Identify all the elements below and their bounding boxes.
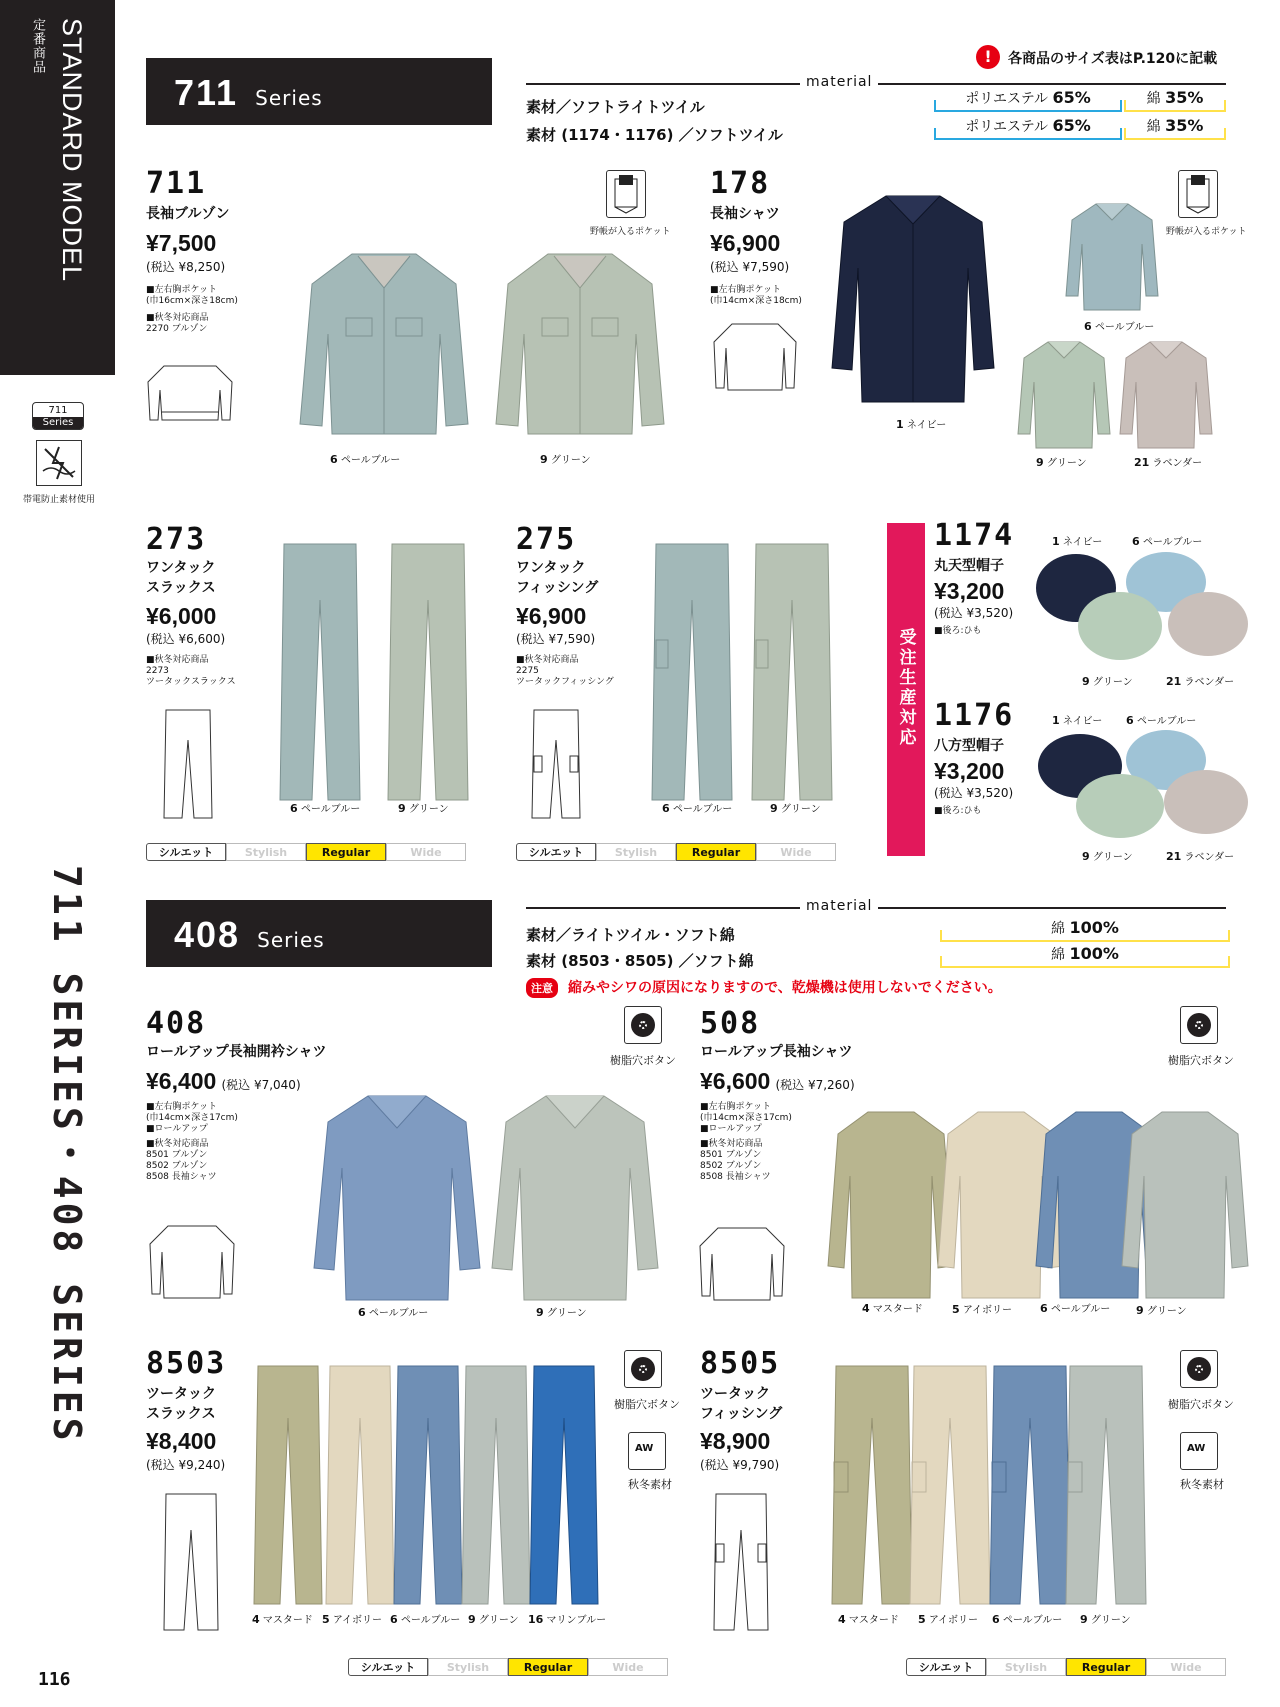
product-508-back-sketch (696, 1222, 788, 1304)
poly-label-2: ポリエステル (965, 119, 1048, 135)
silhouette-regular: Regular (508, 1658, 588, 1676)
color-name: グリーン (1092, 677, 1133, 688)
note-line: (巾16cm×深さ18cm) (146, 296, 238, 306)
color-name: ネイビー (906, 420, 947, 431)
material-line-1: 素材／ソフトライトツイル (526, 98, 705, 116)
cotton-pct: 100% (1069, 944, 1119, 963)
silhouette-label: シルエット (516, 843, 596, 861)
name-line: ツータック (700, 1386, 770, 1402)
series-408-word: Series (257, 928, 325, 952)
slacks-8503-paleblue (392, 1362, 464, 1608)
note-line: ■秋冬対応商品 (516, 655, 579, 665)
color-num: 9 (1082, 850, 1090, 863)
silhouette-label: シルエット (348, 1658, 428, 1676)
color-num: 9 (536, 1306, 544, 1319)
slacks-8503-green (460, 1362, 532, 1608)
silhouette-bar-8503 (348, 1658, 668, 1678)
product-711-tax: (税込 ¥8,250) (146, 260, 226, 274)
side-series-badge (32, 402, 84, 430)
color-name: ラベンダー (1152, 458, 1203, 469)
note-line: 8502 ブルゾン (700, 1161, 762, 1171)
cotton-pct-1: 35% (1165, 88, 1204, 107)
note-line: 8501 ブルゾン (146, 1150, 208, 1160)
color-name: ネイビー (1062, 716, 1103, 727)
color-num: 6 (662, 802, 670, 815)
material-408-line-1: 素材／ライトツイル・ソフト綿 (526, 926, 735, 944)
color-num: 9 (1080, 1613, 1088, 1626)
antistatic-icon (36, 440, 82, 486)
product-1176-name: 八方型帽子 (934, 738, 1004, 754)
product-178-notes (710, 285, 802, 307)
silhouette-label: シルエット (146, 843, 226, 861)
color-num: 6 (358, 1306, 366, 1319)
color-name: グリーン (478, 1615, 519, 1626)
color-num: 4 (862, 1302, 870, 1315)
product-178-back-sketch (710, 318, 800, 394)
product-508-color-3 (1040, 1300, 1110, 1315)
silhouette-bar-273 (146, 843, 466, 863)
caps-1176 (1030, 726, 1270, 844)
note-line: ツータックスラックス (146, 677, 236, 687)
color-name: ペールブルー (1094, 322, 1155, 333)
note-line: (巾14cm×深さ17cm) (700, 1113, 792, 1123)
fishing-8505-paleblue (988, 1362, 1072, 1608)
product-8503-tax: (税込 ¥9,240) (146, 1458, 226, 1472)
product-711-name: 長袖ブルゾン (146, 206, 230, 222)
material-408-line-2: 素材 (8503・8505) ／ソフト綿 (526, 952, 754, 970)
product-1174-color-2 (1132, 533, 1202, 548)
note-line: 8508 長袖シャツ (146, 1172, 217, 1182)
color-num: 4 (252, 1613, 260, 1626)
color-name: グリーン (1046, 458, 1087, 469)
color-name: グリーン (1092, 852, 1133, 863)
slacks-8503-mustard (252, 1362, 324, 1608)
aw-text: AW (1187, 1443, 1206, 1454)
product-408-number: 408 (146, 1006, 207, 1041)
silhouette-regular: Regular (1066, 1658, 1146, 1676)
color-name: ペールブルー (1136, 716, 1197, 727)
product-711-notes (146, 285, 238, 335)
note-line: ■秋冬対応商品 (146, 313, 209, 323)
color-num: 9 (1082, 675, 1090, 688)
note-line: ■左右胸ポケット (146, 285, 218, 295)
product-1174-tax: (税込 ¥3,520) (934, 606, 1014, 620)
product-408-back-sketch (146, 1220, 238, 1302)
color-num: 9 (540, 453, 548, 466)
silhouette-wide: Wide (756, 843, 836, 861)
shirt-508-green (1120, 1106, 1250, 1302)
poly-label-1: ポリエステル (965, 91, 1048, 107)
product-8503-color-3 (390, 1611, 460, 1626)
color-name: マリンブルー (546, 1615, 607, 1626)
silhouette-label: シルエット (906, 1658, 986, 1676)
resin-button-label-508: 樹脂穴ボタン (1168, 1054, 1234, 1067)
note-line: ツータックフィッシング (516, 677, 614, 687)
fishing-8505-green (1064, 1362, 1148, 1608)
product-508-color-4 (1136, 1302, 1187, 1317)
product-711-price: ¥7,500 (146, 230, 217, 256)
product-178-color-1 (896, 416, 946, 431)
product-275-color-2 (770, 800, 821, 815)
product-275-tax: (税込 ¥7,590) (516, 632, 596, 646)
product-1176-price: ¥3,200 (934, 758, 1005, 784)
name-line: フィッシング (516, 580, 599, 596)
note-line: ■左右胸ポケット (146, 1102, 218, 1112)
resin-button-icon-8505 (1180, 1350, 1218, 1388)
product-508-color-2 (952, 1301, 1012, 1316)
made-to-order-text: 受注生産対応 (895, 628, 916, 748)
autumn-winter-label: 秋冬素材 (628, 1478, 672, 1491)
product-8503-color-2 (322, 1611, 382, 1626)
color-name: ペールブルー (1050, 1304, 1111, 1315)
product-275-price: ¥6,900 (516, 603, 587, 629)
color-num: 5 (322, 1613, 330, 1626)
product-508-number: 508 (700, 1006, 761, 1041)
product-1176-number: 1176 (934, 698, 1015, 733)
color-name: アイボリー (962, 1305, 1012, 1316)
product-711-number: 711 (146, 166, 207, 201)
product-178-color-3 (1036, 454, 1087, 469)
color-name: マスタード (262, 1615, 313, 1626)
exclamation-icon: ! (976, 45, 1000, 69)
notebook-pocket-label-2: 野帳が入るポケット (1166, 227, 1247, 237)
color-num: 5 (952, 1303, 960, 1316)
cotton-label-1: 綿 (1146, 91, 1161, 107)
material-line-2: 素材 (1174・1176) ／ソフトツイル (526, 126, 783, 144)
color-name: ペールブルー (368, 1308, 429, 1319)
product-178-color-2 (1084, 318, 1154, 333)
notebook-pocket-icon (606, 170, 646, 218)
product-508-name: ロールアップ長袖シャツ (700, 1044, 853, 1060)
product-8505-name (700, 1384, 782, 1424)
product-508-color-1 (862, 1300, 923, 1315)
product-508-tax: (税込 ¥7,260) (775, 1078, 855, 1092)
color-num: 9 (398, 802, 406, 815)
notebook-pocket-label: 野帳が入るポケット (590, 227, 671, 237)
color-num: 9 (1036, 456, 1044, 469)
product-275-color-1 (662, 800, 732, 815)
color-num: 21 (1166, 675, 1182, 688)
cotton-label-2: 綿 (1146, 119, 1161, 135)
cotton-bar-408-2 (940, 944, 1230, 968)
product-1176-color-4 (1166, 848, 1234, 863)
size-table-notice: 各商品のサイズ表はP.120に記載 (1008, 51, 1218, 67)
material-label: material (800, 74, 878, 90)
color-name: マスタード (872, 1304, 923, 1315)
side-series-word: Series (33, 417, 83, 429)
product-1176-note: ■後ろ:ひも (934, 806, 982, 816)
product-273-notes (146, 655, 236, 688)
fishing-paleblue (648, 540, 736, 804)
product-508-price: ¥6,600 (700, 1068, 771, 1094)
silhouette-stylish: Stylish (986, 1658, 1066, 1676)
note-line: (巾14cm×深さ18cm) (710, 296, 802, 306)
color-name: グリーン (550, 455, 591, 466)
product-1176-color-3 (1082, 848, 1133, 863)
color-num: 5 (918, 1613, 926, 1626)
series-711-word: Series (255, 86, 323, 110)
product-8505-number: 8505 (700, 1346, 781, 1381)
note-line: ■ロールアップ (700, 1124, 762, 1134)
color-name: マスタード (848, 1615, 899, 1626)
name-line: ワンタック (146, 560, 216, 576)
silhouette-wide: Wide (588, 1658, 668, 1676)
product-178-price: ¥6,900 (710, 230, 781, 256)
product-8503-color-5 (528, 1611, 606, 1626)
product-408-name: ロールアップ長袖開衿シャツ (146, 1044, 327, 1060)
color-num: 6 (390, 1613, 398, 1626)
warning-text: 縮みやシワの原因になりますので、乾燥機は使用しないでください。 (568, 980, 1002, 996)
product-1176-tax: (税込 ¥3,520) (934, 786, 1014, 800)
color-num: 9 (468, 1613, 476, 1626)
vertical-series-title: 711 SERIES・408 SERIES (45, 865, 89, 1445)
silhouette-stylish: Stylish (226, 843, 306, 861)
standard-model-label: STANDARD MODEL (57, 18, 87, 283)
color-num: 1 (896, 418, 904, 431)
material-label-408: material (800, 898, 878, 914)
product-1174-note: ■後ろ:ひも (934, 626, 982, 636)
name-line: フィッシング (700, 1406, 783, 1422)
product-178-tax: (税込 ¥7,590) (710, 260, 790, 274)
silhouette-regular: Regular (306, 843, 386, 861)
product-408-color-1 (358, 1304, 428, 1319)
antistatic-label: 帯電防止素材使用 (22, 495, 95, 505)
color-name: グリーン (1146, 1306, 1187, 1317)
name-line: ワンタック (516, 560, 586, 576)
resin-button-label-8505: 樹脂穴ボタン (1168, 1398, 1234, 1411)
product-273-tax: (税込 ¥6,600) (146, 632, 226, 646)
autumn-winter-icon (628, 1432, 666, 1470)
color-num: 6 (1040, 1302, 1048, 1315)
product-8503-color-4 (468, 1611, 519, 1626)
silhouette-stylish: Stylish (596, 843, 676, 861)
product-1176-color-1 (1052, 712, 1102, 727)
made-to-order-band (887, 523, 925, 856)
slacks-paleblue (276, 540, 364, 804)
cotton-pct-2: 35% (1165, 116, 1204, 135)
product-711-back-sketch (144, 360, 236, 428)
color-num: 6 (1126, 714, 1134, 727)
product-1176-color-2 (1126, 712, 1196, 727)
aw-text: AW (635, 1443, 654, 1454)
note-line: ■左右胸ポケット (700, 1102, 772, 1112)
silhouette-stylish: Stylish (428, 1658, 508, 1676)
resin-button-icon-8503 (624, 1350, 662, 1388)
shirt-green (1016, 338, 1112, 450)
product-273-price: ¥6,000 (146, 603, 217, 629)
slacks-8503-ivory (324, 1362, 396, 1608)
note-line: 2273 (146, 666, 169, 676)
shirt-lavender (1118, 338, 1214, 450)
note-line: 2275 (516, 666, 539, 676)
note-line: (巾14cm×深さ17cm) (146, 1113, 238, 1123)
product-1174-color-1 (1052, 533, 1102, 548)
product-8503-price: ¥8,400 (146, 1428, 217, 1454)
color-num: 9 (770, 802, 778, 815)
note-line: ■秋冬対応商品 (146, 655, 209, 665)
color-num: 6 (290, 802, 298, 815)
product-275-back-sketch (528, 706, 584, 820)
resin-button-icon (624, 1006, 662, 1044)
product-711-color-2 (540, 451, 591, 466)
fishing-8505-ivory (908, 1362, 992, 1608)
color-name: グリーン (546, 1308, 587, 1319)
warning-badge: 注意 (526, 978, 558, 998)
note-line: 8508 長袖シャツ (700, 1172, 771, 1182)
product-178-color-4 (1134, 454, 1202, 469)
jacket-paleblue (296, 244, 472, 444)
product-275-name (516, 558, 598, 598)
color-name: グリーン (1090, 1615, 1131, 1626)
product-8503-name (146, 1384, 216, 1424)
poly-pct-1: 65% (1052, 88, 1091, 107)
product-1174-name: 丸天型帽子 (934, 558, 1004, 574)
product-8505-color-3 (992, 1611, 1062, 1626)
notebook-pocket-icon-2 (1178, 170, 1218, 218)
caps-1174 (1030, 548, 1270, 666)
color-name: ペールブルー (300, 804, 361, 815)
color-name: ラベンダー (1184, 677, 1235, 688)
product-1174-number: 1174 (934, 518, 1015, 553)
shirt-navy (828, 188, 998, 408)
product-275-notes (516, 655, 614, 688)
color-name: アイボリー (332, 1615, 382, 1626)
resin-button-icon-508 (1180, 1006, 1218, 1044)
product-8505-color-4 (1080, 1611, 1131, 1626)
color-name: グリーン (780, 804, 821, 815)
silhouette-bar-275 (516, 843, 836, 863)
cotton-pct: 100% (1069, 918, 1119, 937)
color-num: 1 (1052, 535, 1060, 548)
autumn-winter-icon-8505 (1180, 1432, 1218, 1470)
note-line: ■秋冬対応商品 (700, 1139, 763, 1149)
product-273-back-sketch (160, 706, 216, 820)
product-273-color-2 (398, 800, 449, 815)
color-num: 6 (1084, 320, 1092, 333)
jacket-green (492, 244, 668, 444)
product-408-notes (146, 1102, 238, 1183)
note-line: ■左右胸ポケット (710, 285, 782, 295)
series-408-banner (146, 900, 492, 967)
product-178-name: 長袖シャツ (710, 206, 780, 222)
side-series-num: 711 (48, 405, 68, 416)
cotton-label: 綿 (1051, 921, 1066, 937)
autumn-winter-label-8505: 秋冬素材 (1180, 1478, 1224, 1491)
color-num: 6 (992, 1613, 1000, 1626)
color-num: 21 (1166, 850, 1182, 863)
product-408-price: ¥6,400 (146, 1068, 217, 1094)
series-408-number: 408 (174, 914, 241, 955)
color-name: ペールブルー (1142, 537, 1203, 548)
poly-pct-2: 65% (1052, 116, 1091, 135)
color-num: 1 (1052, 714, 1060, 727)
color-name: ペールブルー (400, 1615, 461, 1626)
product-8503-color-1 (252, 1611, 313, 1626)
slacks-8503-marine (528, 1362, 600, 1608)
product-408-price-row (146, 1068, 301, 1095)
silhouette-regular: Regular (676, 843, 756, 861)
cotton-bar-2 (1124, 116, 1226, 140)
product-273-color-1 (290, 800, 360, 815)
series-711-banner (146, 58, 492, 125)
slacks-green (384, 540, 472, 804)
color-num: 6 (1132, 535, 1140, 548)
product-8505-tax: (税込 ¥9,790) (700, 1458, 780, 1472)
product-711-color-1 (330, 451, 400, 466)
product-8503-number: 8503 (146, 1346, 227, 1381)
product-8503-back-sketch (160, 1490, 222, 1634)
shirt-paleblue (1064, 200, 1160, 312)
name-line: スラックス (146, 1406, 216, 1422)
standard-sub-label: 定番商品 (30, 18, 45, 74)
product-408-tax: (税込 ¥7,040) (221, 1078, 301, 1092)
color-num: 21 (1134, 456, 1150, 469)
cotton-label: 綿 (1051, 947, 1066, 963)
product-408-color-2 (536, 1304, 587, 1319)
page-number: 116 (38, 1669, 71, 1690)
product-1174-color-3 (1082, 673, 1133, 688)
product-1174-color-4 (1166, 673, 1234, 688)
name-line: ツータック (146, 1386, 216, 1402)
product-8505-price: ¥8,900 (700, 1428, 771, 1454)
color-num: 4 (838, 1613, 846, 1626)
silhouette-bar-8505 (906, 1658, 1226, 1678)
silhouette-wide: Wide (1146, 1658, 1226, 1676)
name-line: スラックス (146, 580, 216, 596)
color-num: 16 (528, 1613, 544, 1626)
cotton-bar-408-1 (940, 918, 1230, 942)
note-line: 8502 ブルゾン (146, 1161, 208, 1171)
color-name: ネイビー (1062, 537, 1103, 548)
product-508-price-row (700, 1068, 855, 1095)
poly-bar-1 (934, 88, 1122, 112)
silhouette-wide: Wide (386, 843, 466, 861)
note-line: ■秋冬対応商品 (146, 1139, 209, 1149)
product-273-name (146, 558, 216, 598)
note-line: ■ロールアップ (146, 1124, 208, 1134)
product-178-number: 178 (710, 166, 771, 201)
color-name: ペールブルー (672, 804, 733, 815)
color-name: グリーン (408, 804, 449, 815)
resin-button-label: 樹脂穴ボタン (610, 1054, 676, 1067)
product-273-number: 273 (146, 522, 207, 557)
product-8505-color-1 (838, 1611, 899, 1626)
color-name: ペールブルー (1002, 1615, 1063, 1626)
shirt-408-paleblue (310, 1088, 484, 1304)
series-711-number: 711 (174, 72, 239, 113)
product-1174-price: ¥3,200 (934, 578, 1005, 604)
color-name: アイボリー (928, 1615, 978, 1626)
cotton-bar-1 (1124, 88, 1226, 112)
color-name: ペールブルー (340, 455, 401, 466)
shirt-408-green (488, 1088, 662, 1304)
note-line: 2270 ブルゾン (146, 324, 208, 334)
color-num: 9 (1136, 1304, 1144, 1317)
fishing-8505-mustard (830, 1362, 914, 1608)
product-8505-color-2 (918, 1611, 978, 1626)
product-508-notes (700, 1102, 792, 1183)
color-num: 6 (330, 453, 338, 466)
poly-bar-2 (934, 116, 1122, 140)
resin-button-label-8503: 樹脂穴ボタン (614, 1398, 680, 1411)
fishing-green (748, 540, 836, 804)
color-name: ラベンダー (1184, 852, 1235, 863)
product-275-number: 275 (516, 522, 577, 557)
note-line: 8501 ブルゾン (700, 1150, 762, 1160)
product-8505-back-sketch (710, 1490, 772, 1634)
